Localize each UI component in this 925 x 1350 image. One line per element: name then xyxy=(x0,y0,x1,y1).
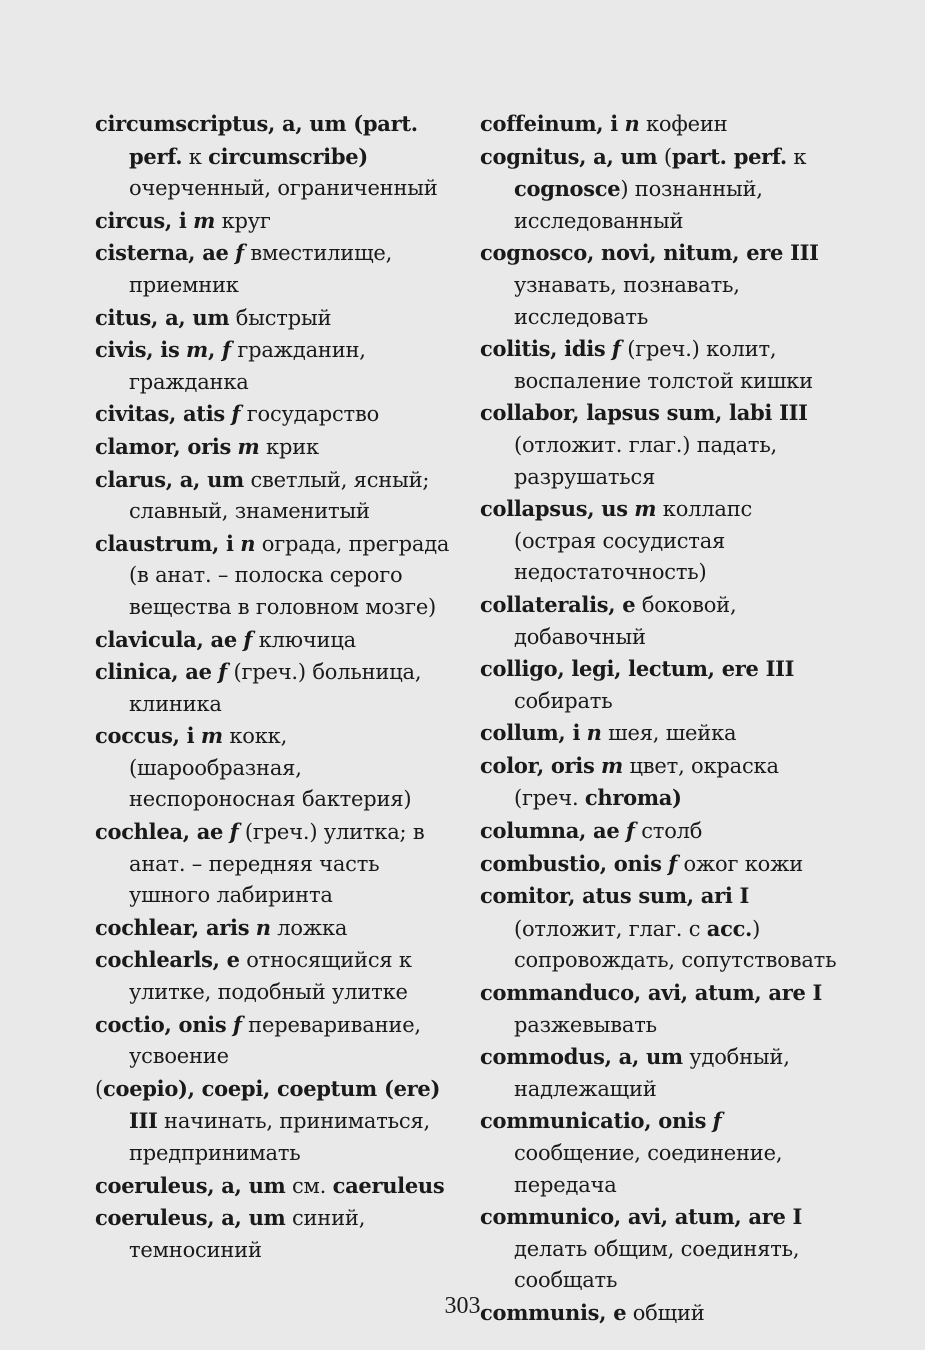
headword-segment: cisterna, ae xyxy=(95,240,229,266)
headword-segment: combustio, onis xyxy=(480,850,662,876)
headword-segment: comitor, atus sum, ari I xyxy=(480,883,750,909)
headword-segment: circus, i xyxy=(95,207,187,233)
left-column xyxy=(95,108,457,1266)
definition-segment: ) сопровождать, сопутствовать xyxy=(514,916,837,973)
headword-segment: coctio, onis xyxy=(95,1011,227,1037)
definition-segment: ложка xyxy=(270,915,348,940)
headword-segment: collabor, lapsus sum, labi III xyxy=(480,400,808,426)
headword-segment: coccus, i xyxy=(95,723,195,749)
headword-segment: acc. xyxy=(706,915,753,941)
dictionary-entry xyxy=(480,108,838,141)
headword-segment: circumscriptus, a, um (part. perf. xyxy=(95,111,418,169)
headword-segment: coeruleus, a, um xyxy=(95,1172,286,1198)
headword-segment: colligo, legi, lectum, ere III xyxy=(480,656,795,682)
gender-marker: f xyxy=(243,626,253,652)
definition-segment: (греч.) улитка; в анат. – передняя часть ушного лабиринта xyxy=(129,820,425,908)
definition-segment: ( xyxy=(95,1076,103,1101)
dictionary-entry xyxy=(480,848,838,881)
definition-segment: (греч.) больница, клиника xyxy=(129,660,422,716)
dictionary-entry xyxy=(480,977,838,1041)
gender-marker: n xyxy=(240,530,256,556)
gender-marker: f xyxy=(712,1108,722,1134)
definition-segment: ожог кожи xyxy=(677,851,804,876)
dictionary-entry xyxy=(95,528,457,624)
definition-segment: гражданин, гражданка xyxy=(129,338,366,394)
definition-segment: ключица xyxy=(252,627,356,652)
headword-segment: clavicula, ae xyxy=(95,626,237,652)
headword-segment: , xyxy=(208,337,223,363)
definition-segment: кокк, (шарообразная, неспороносная бактерия) xyxy=(129,724,412,812)
dictionary-entry xyxy=(480,1105,838,1201)
definition-segment: переваривание, усвоение xyxy=(129,1012,421,1069)
gender-marker: f xyxy=(611,336,621,362)
dictionary-entry xyxy=(480,333,838,397)
headword-segment: communico, avi, atum, are I xyxy=(480,1204,803,1230)
dictionary-entry xyxy=(95,1009,457,1073)
definition-segment: делать общим, соединять, сообщать xyxy=(514,1236,800,1293)
dictionary-entry xyxy=(95,431,457,464)
gender-marker: m xyxy=(193,207,216,233)
definition-segment: относящийся к улитке, подобный улитке xyxy=(129,948,412,1005)
definition-segment: начинать, приниматься, предпринимать xyxy=(129,1109,430,1165)
headword-segment: claustrum, i xyxy=(95,530,234,556)
dictionary-entry xyxy=(480,141,838,238)
gender-marker: n xyxy=(586,720,602,746)
dictionary-entry xyxy=(95,1170,457,1203)
headword-segment: cognosce xyxy=(514,176,621,202)
definition-segment: быстрый xyxy=(229,305,332,330)
gender-marker: f xyxy=(229,819,239,845)
gender-marker: f xyxy=(668,850,677,876)
gender-marker: m xyxy=(634,496,657,522)
gender-marker: m xyxy=(601,752,624,778)
headword-segment: communis, e xyxy=(480,1299,627,1325)
dictionary-entry xyxy=(480,589,838,653)
gender-marker: m xyxy=(200,723,223,749)
gender-marker: f xyxy=(625,818,635,844)
definition-segment: ограда, преграда (в анат. – полоска серого вещества в головном мозге) xyxy=(129,531,450,619)
definition-segment: (отложит. глаг.) падать, разрушаться xyxy=(514,432,778,489)
definition-segment: синий, темносиний xyxy=(129,1206,366,1262)
headword-segment: clarus, a, um xyxy=(95,466,244,492)
dictionary-entry xyxy=(480,397,838,493)
dictionary-entry xyxy=(480,653,838,717)
headword-segment: part. perf. xyxy=(671,143,787,169)
headword-segment: columna, ae xyxy=(480,818,620,844)
dictionary-entry xyxy=(95,237,457,301)
headword-segment: cochlear, aris xyxy=(95,914,250,940)
dictionary-entry xyxy=(95,944,457,1008)
definition-segment: удобный, надлежащий xyxy=(514,1045,790,1101)
headword-segment: collapsus, us xyxy=(480,496,628,522)
dictionary-entry xyxy=(480,493,838,589)
definition-segment: общий xyxy=(626,1300,705,1325)
definition-segment: очерченный, ограниченный xyxy=(129,176,438,201)
dictionary-entry xyxy=(95,464,457,528)
headword-segment: chroma) xyxy=(584,785,682,811)
dictionary-entry xyxy=(95,205,457,238)
dictionary-entry xyxy=(95,912,457,945)
definition-segment: круг xyxy=(215,208,271,233)
dictionary-entry xyxy=(95,398,457,431)
dictionary-entry xyxy=(480,880,838,977)
definition-segment: коллапс (острая сосудистая недостаточность) xyxy=(514,497,753,585)
definition-segment: (отложит, глаг. с xyxy=(514,916,707,941)
headword-segment: color, oris xyxy=(480,752,595,778)
definition-segment: ( xyxy=(657,144,672,169)
gender-marker: f xyxy=(222,337,231,363)
definition-segment: к xyxy=(786,144,807,169)
dictionary-entry xyxy=(95,624,457,657)
gender-marker: n xyxy=(624,111,640,136)
definition-segment: вместилище, приемник xyxy=(129,241,393,297)
headword-segment: coepio), coepi, coeptum (ere) III xyxy=(103,1075,441,1134)
definition-segment: государство xyxy=(240,402,380,427)
definition-segment: ) познанный, исследованный xyxy=(514,177,763,233)
headword-segment: commodus, a, um xyxy=(480,1044,683,1070)
gender-marker: f xyxy=(231,401,241,427)
headword-segment: civitas, atis xyxy=(95,401,225,427)
dictionary-entry xyxy=(480,1201,838,1297)
definition-segment: шея, шейка xyxy=(601,721,737,746)
dictionary-entry xyxy=(480,750,838,815)
headword-segment: colitis, idis xyxy=(480,336,606,362)
definition-segment: цвет, окраска (греч. xyxy=(514,753,779,811)
definition-segment: столб xyxy=(634,819,703,844)
dictionary-entry xyxy=(95,1073,457,1170)
definition-segment: к xyxy=(182,144,209,169)
dictionary-entry xyxy=(95,1202,457,1266)
gender-marker: f xyxy=(235,240,244,266)
headword-segment: coeruleus, a, um xyxy=(95,1205,286,1231)
definition-segment: крик xyxy=(259,434,319,459)
right-column xyxy=(480,108,838,1330)
headword-segment: collum, i xyxy=(480,720,581,746)
headword-segment: citus, a, um xyxy=(95,304,230,330)
dictionary-entry xyxy=(95,302,457,335)
dictionary-entry xyxy=(95,656,457,720)
headword-segment: clamor, oris xyxy=(95,433,232,459)
dictionary-entry xyxy=(95,720,457,816)
headword-segment: cognosco, novi, nitum, ere III xyxy=(480,240,819,266)
dictionary-entry xyxy=(480,237,838,333)
gender-marker: m xyxy=(237,433,260,459)
definition-segment: светлый, ясный; славный, знаменитый xyxy=(129,467,430,524)
definition-segment: боковой, добавочный xyxy=(514,592,737,649)
dictionary-entry xyxy=(480,717,838,750)
definition-segment: разжевывать xyxy=(514,1012,657,1037)
dictionary-entry xyxy=(95,108,457,205)
definition-segment: узнавать, познавать, исследовать xyxy=(514,272,740,329)
definition-segment: см. xyxy=(285,1173,333,1198)
gender-marker: m xyxy=(185,337,209,363)
headword-segment: cochlea, ae xyxy=(95,819,224,845)
headword-segment: coffeinum, i xyxy=(480,111,618,136)
headword-segment: communicatio, onis xyxy=(480,1108,707,1134)
headword-segment: clinica, ae xyxy=(95,659,212,685)
gender-marker: f xyxy=(218,659,227,685)
gender-marker: f xyxy=(232,1011,242,1037)
definition-segment: кофеин xyxy=(639,112,728,136)
headword-segment: caeruleus xyxy=(332,1172,445,1198)
headword-segment: circumscribe) xyxy=(208,143,368,169)
dictionary-entry xyxy=(480,815,838,848)
headword-segment: collateralis, e xyxy=(480,591,636,617)
headword-segment: cognitus, a, um xyxy=(480,143,658,169)
headword-segment: civis, is xyxy=(95,337,180,363)
page-number: 303 xyxy=(444,1293,481,1319)
definition-segment: собирать xyxy=(514,688,613,713)
dictionary-entry xyxy=(480,1041,838,1105)
gender-marker: n xyxy=(255,914,271,940)
definition-segment: сообщение, соединение, передача xyxy=(514,1141,783,1197)
dictionary-entry xyxy=(95,334,457,398)
headword-segment: commanduco, avi, atum, are I xyxy=(480,980,823,1006)
dictionary-entry xyxy=(95,816,457,912)
headword-segment: cochlearls, e xyxy=(95,947,240,973)
definition-segment: (греч.) колит, воспаление толстой кишки xyxy=(514,337,813,393)
